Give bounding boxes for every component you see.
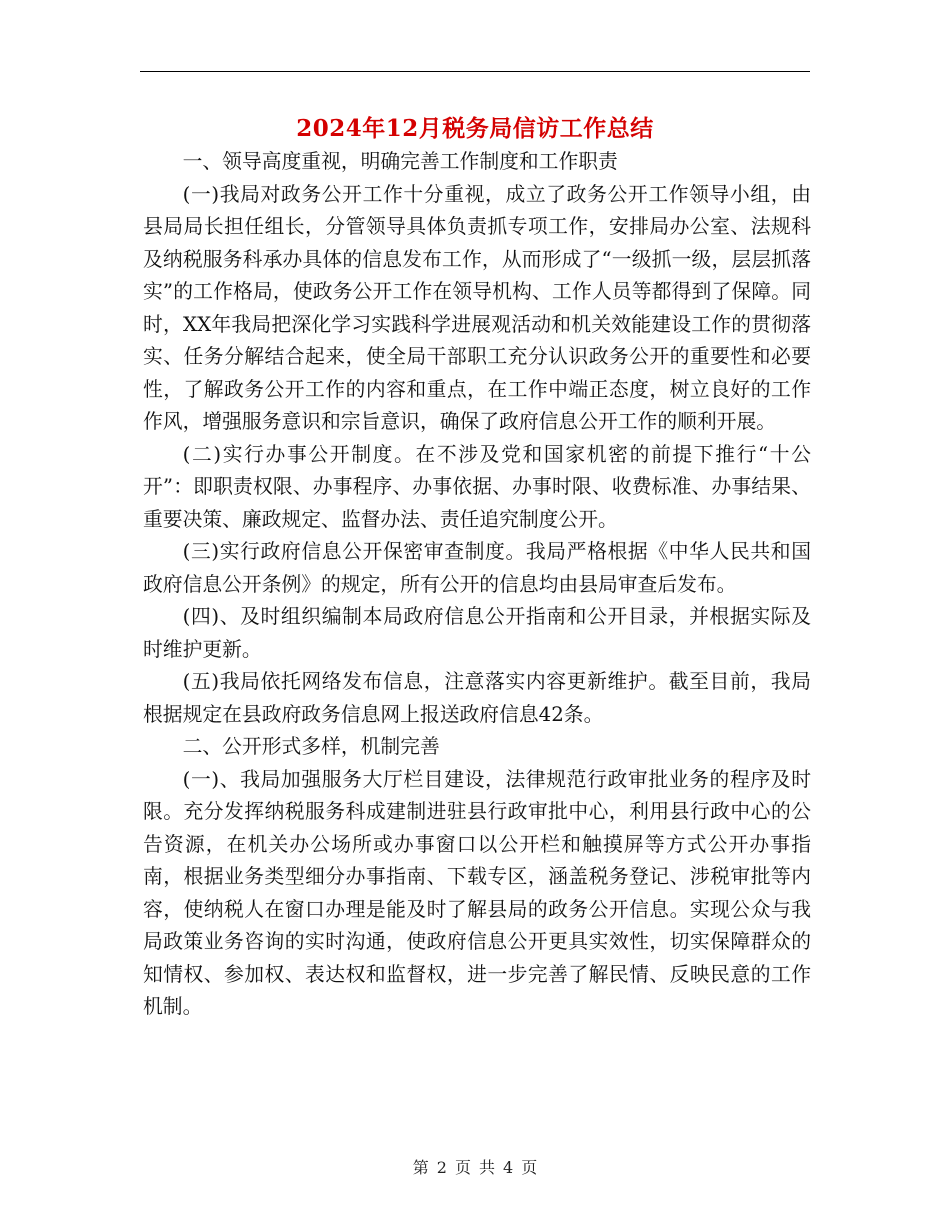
paragraph-1-3: (三)实行政府信息公开保密审查制度。我局严格根据《中华人民共和国政府信息公开条例》的规定，所有公开的信息均由县局审查后发布。 (143, 540, 811, 596)
paragraph-1-1: (一)我局对政务公开工作十分重视，成立了政务公开工作领导小组，由县局局长担任组长，分管领导具体负责抓专项工作，安排局办公室、法规科及纳税服务科承办具体的信息发布工作，从而形成了“一级抓一级，层层抓落实”的工作格局，使政务公开工作在领导机构、工作人员等都得到了保障。同时，XX年我局把深化学习实践科学进展观活动和机关效能建设工作的贯彻落实、任务分解结合起来，使全局干部职工充分认识政务公开的重要性和必要性，了解政务公开工作的内容和重点，在工作中端正态度，树立良好的工作作风，增强服务意识和宗旨意识，确保了政府信息公开工作的顺利开展。 (143, 182, 811, 433)
footer-page-label: 页 (454, 1158, 471, 1177)
footer-total-label: 共 (479, 1158, 496, 1177)
paragraph-1-2: (二)实行办事公开制度。在不涉及党和国家机密的前提下推行“十公开”：即职责权限、办事程序、办事依据、办事时限、收费标准、办事结果、重要决策、廉政规定、监督办法、责任追究制度公开。 (143, 442, 811, 531)
paragraph-1-4: (四)、及时组织编制本局政府信息公开指南和公开目录，并根据实际及时维护更新。 (143, 605, 811, 661)
footer-page-number: 2 (436, 1158, 447, 1177)
section-heading-1: 一、领导高度重视，明确完善工作制度和工作职责 (182, 150, 618, 173)
page-footer (0, 1155, 950, 1178)
paragraph-1-5: (五)我局依托网络发布信息，注意落实内容更新维护。截至目前，我局根据规定在县政府政务信息网上报送政府信息42条。 (143, 670, 811, 726)
document-title: 2024年12月税务局信访工作总结 (296, 115, 654, 142)
footer-total-pages: 4 (503, 1158, 514, 1177)
header-rule (140, 71, 810, 72)
footer-suffix: 页 (521, 1158, 538, 1177)
footer-prefix: 第 (412, 1158, 429, 1177)
paragraph-2-1: (一)、我局加强服务大厅栏目建设，法律规范行政审批业务的程序及时限。充分发挥纳税服务科成建制进驻县行政审批中心，利用县行政中心的公告资源，在机关办公场所或办事窗口以公开栏和触摸屏等方式公开办事指南，根据业务类型细分办事指南、下载专区，涵盖税务登记、涉税审批等内容，使纳税人在窗口办理是能及时了解县局的政务公开信息。实现公众与我局政策业务咨询的实时沟通，使政府信息公开更具实效性，切实保障群众的知情权、参加权、表达权和监督权，进一步完善了解民情、反映民意的工作机制。 (143, 767, 811, 1018)
section-heading-2: 二、公开形式多样，机制完善 (182, 735, 440, 758)
document-body (143, 146, 811, 1024)
